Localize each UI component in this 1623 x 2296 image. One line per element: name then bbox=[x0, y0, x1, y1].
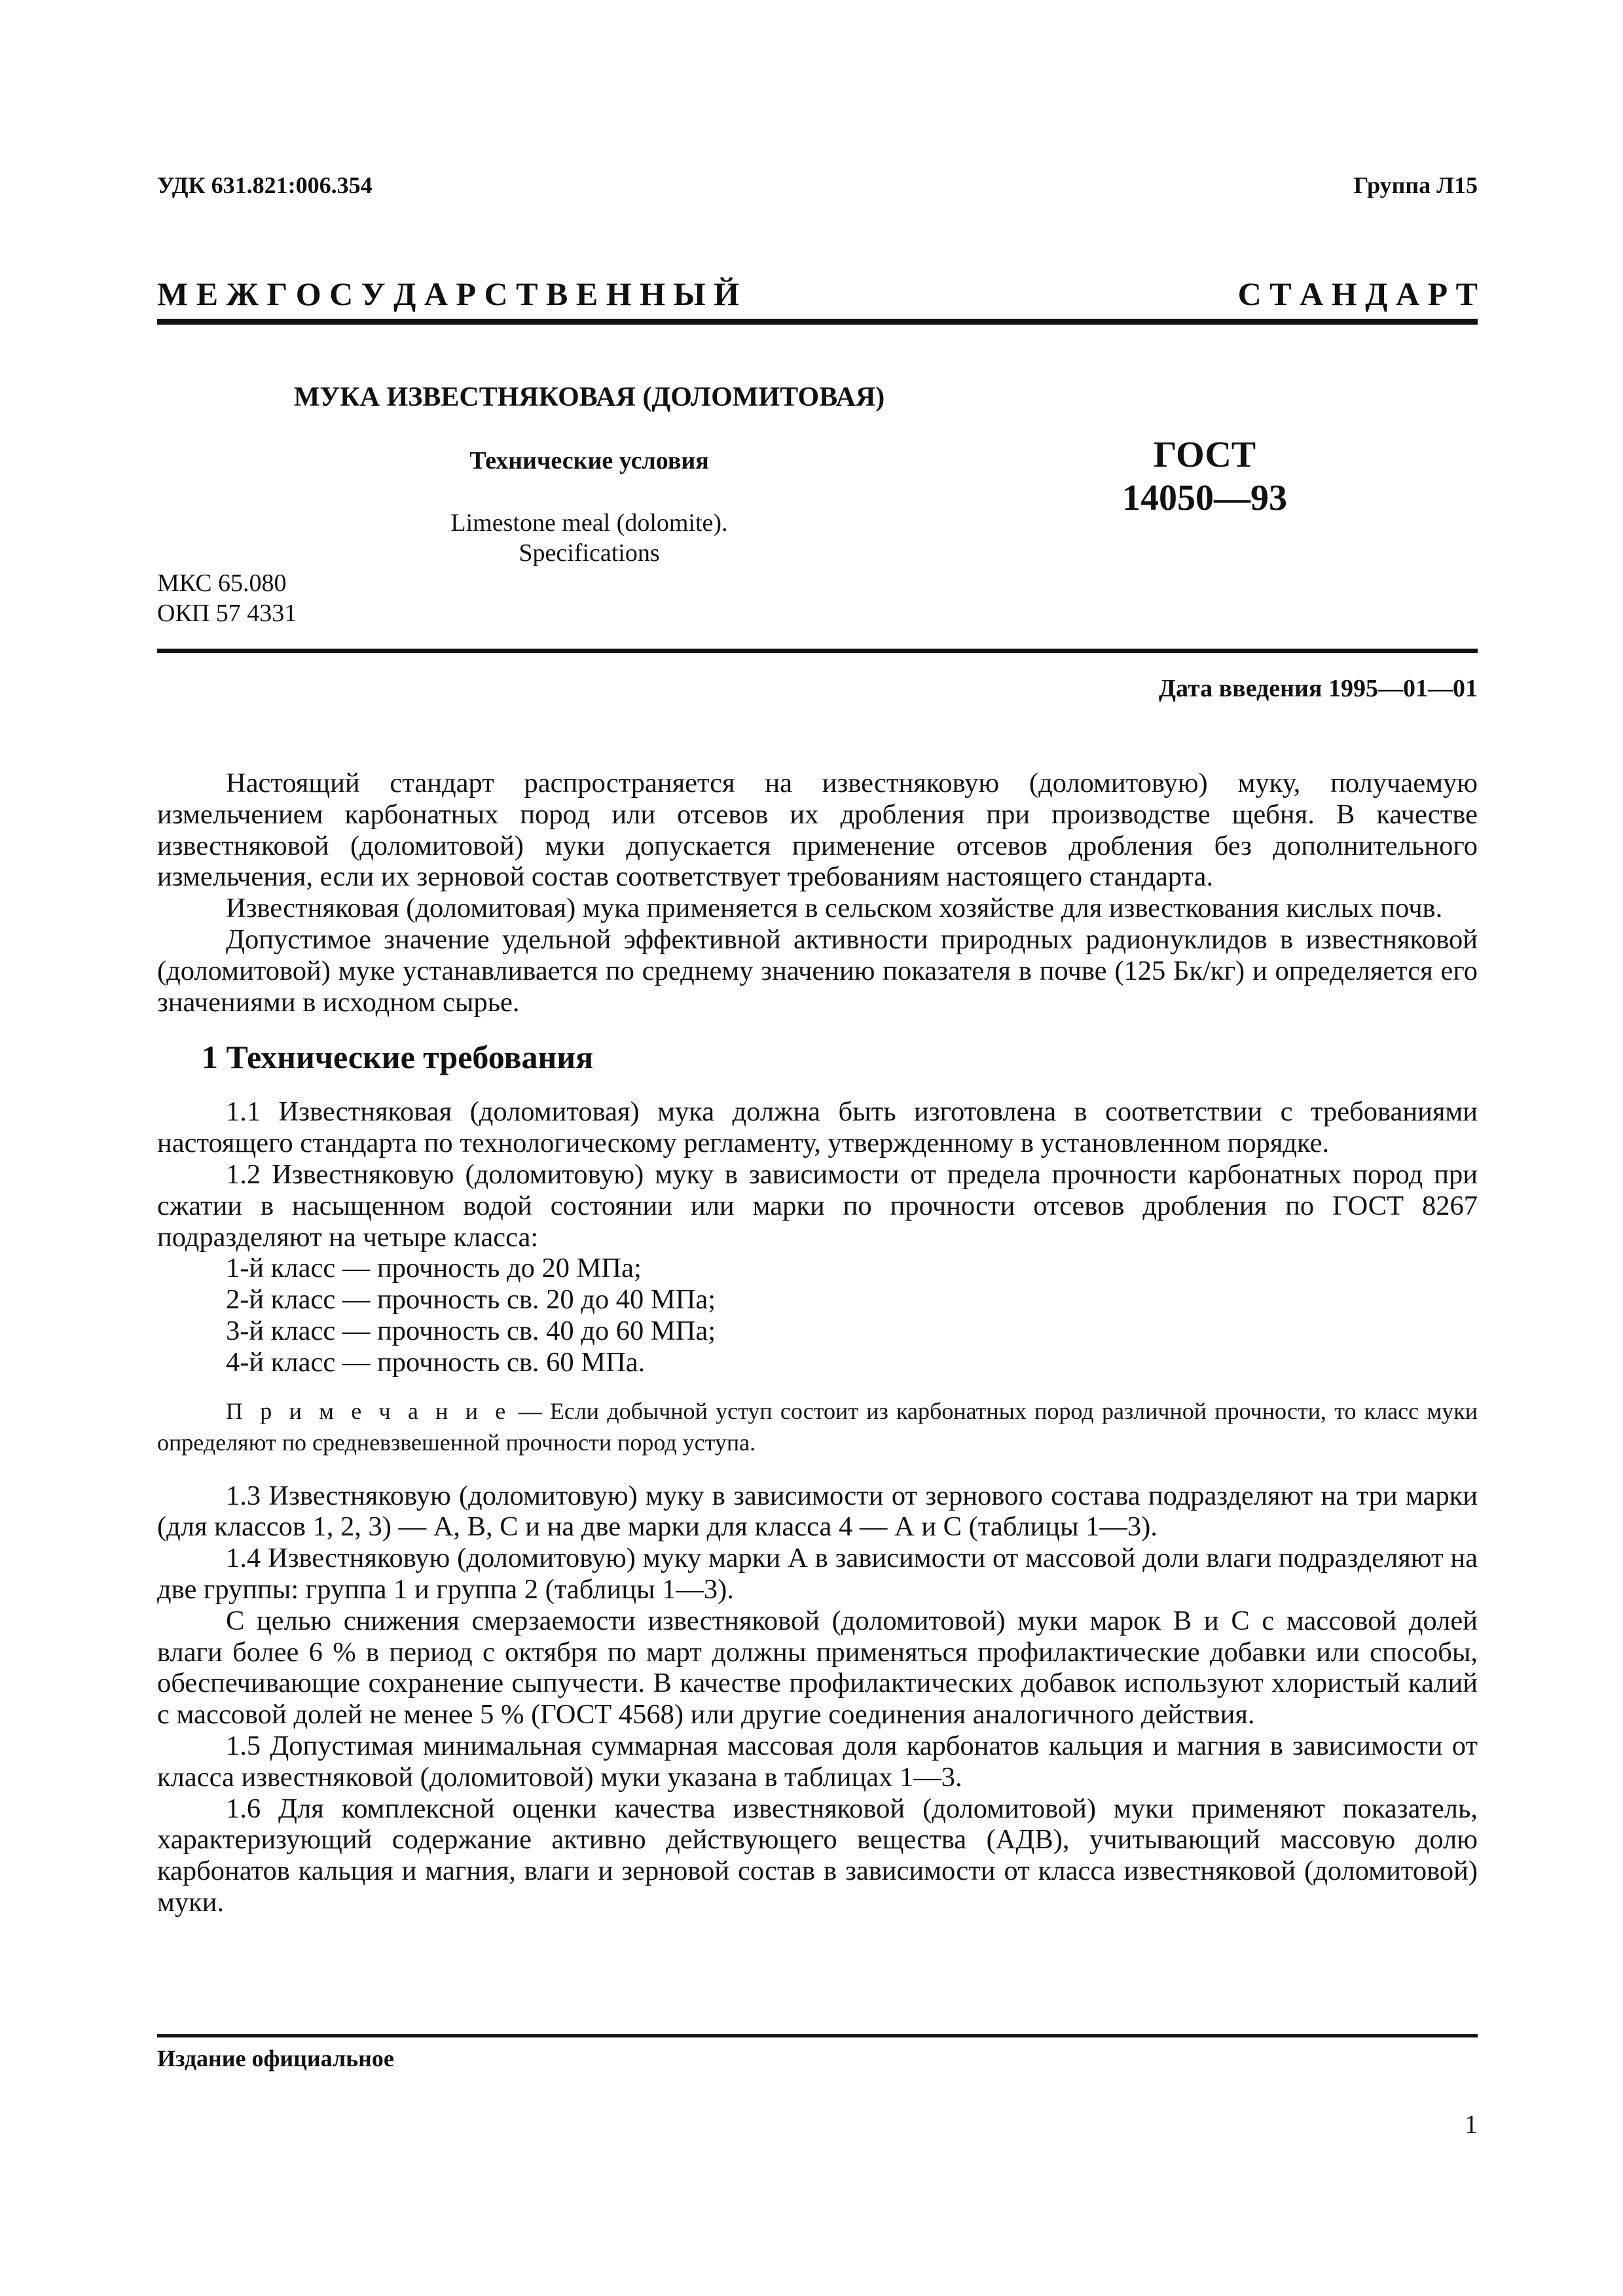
note-block bbox=[157, 1395, 1478, 1458]
clause-1-4-continuation: С целью снижения смерзаемости известняковой (доломитовой) муки марок В и С с массовой долей влаги более 6 % в период с октября по март должны применяться профилактические добавки или способы, обеспечивающие сохранение сыпучести. В качестве профилактических добавок используют хлористый калий с массовой долей не менее 5 % (ГОСТ 4568) или другие соединения аналогичного действия. bbox=[157, 1605, 1478, 1731]
official-edition-label: Издание официальное bbox=[157, 2045, 394, 2072]
title-block-rule bbox=[157, 649, 1478, 653]
header-rule bbox=[157, 319, 1478, 325]
note-text: — Если добычной уступ состоит из карбонатных пород различной прочности, то класс муки определяют по средневзвешенной прочности пород уступа. bbox=[157, 1397, 1478, 1456]
english-title-line1: Limestone meal (dolomite). bbox=[450, 509, 728, 537]
english-title bbox=[157, 508, 1021, 568]
document-title: МУКА ИЗВЕСТНЯКОВАЯ (ДОЛОМИТОВАЯ) bbox=[293, 382, 885, 412]
class-list-item: 4-й класс — прочность св. 60 МПа. bbox=[226, 1346, 646, 1378]
classification-codes bbox=[157, 568, 297, 628]
document-subtitle: Технические условия bbox=[469, 447, 709, 475]
gost-code: 14050—93 bbox=[1122, 478, 1287, 518]
footer-rule bbox=[157, 2034, 1478, 2037]
class-list-item: 3-й класс — прочность св. 40 до 60 МПа; bbox=[226, 1315, 716, 1346]
clause-1-2: 1.2 Известняковую (доломитовую) муку в зависимости от предела прочности карбонатных пород при сжатии в насыщенном водой состоянии или марки по прочности отсевов дробления по ГОСТ 8267 подразделяют на четыре класса: bbox=[157, 1158, 1478, 1253]
intro-paragraph-3: Допустимое значение удельной эффективной активности природных радионуклидов в известняковой (доломитовой) муке устанавливается по среднему значению показателя в почве (125 Бк/кг) и определяется его значениями в исходном сырье. bbox=[157, 924, 1478, 1018]
document-body bbox=[157, 768, 1478, 1918]
intro-paragraph-2: Известняковая (доломитовая) мука применяется в сельском хозяйстве для известкования кислых почв. bbox=[226, 893, 1443, 924]
okp-code: ОКП 57 4331 bbox=[157, 600, 297, 627]
clause-1-4: 1.4 Известняковую (доломитовую) муку марки А в зависимости от массовой доли влаги подразделяют на две группы: группа 1 и группа 2 (таблицы 1—3). bbox=[157, 1543, 1478, 1605]
introduction-date: Дата введения 1995—01—01 bbox=[1158, 675, 1478, 702]
banner-word-standard: С Т А Н Д А Р Т bbox=[1237, 276, 1478, 312]
clause-1-3: 1.3 Известняковую (доломитовую) муку в зависимости от зернового состава подразделяют на три марки (для классов 1, 2, 3) — А, В, С и на две марки для класса 4 — А и С (таблицы 1—3). bbox=[157, 1480, 1478, 1543]
intro-paragraph-1: Настоящий стандарт распространяется на известняковую (доломитовую) муку, получаемую измельчением карбонатных пород или отсевов их дробления при производстве щебня. В качестве известняковой (доломитовой) муки допускается применение отсевов дробления без дополнительного измельчения, если их зерновой состав соответствует требованиям настоящего стандарта. bbox=[157, 768, 1478, 893]
mks-code: МКС 65.080 bbox=[157, 569, 287, 597]
udk-code: УДК 631.821:006.354 bbox=[157, 172, 373, 198]
clause-1-6: 1.6 Для комплексной оценки качества известняковой (доломитовой) муки применяют показатель, характеризующий содержание активно действующего вещества (АДВ), учитывающий массовую долю карбонатов кальция и магния, влаги и зерновой состав в зависимости от класса известняковой (доломитовой) муки. bbox=[157, 1793, 1478, 1918]
class-list-item: 1-й класс — прочность до 20 МПа; bbox=[226, 1253, 642, 1284]
interstate-standard-banner bbox=[157, 275, 1478, 313]
page-number: 1 bbox=[1465, 2109, 1478, 2139]
english-title-line2: Specifications bbox=[519, 539, 660, 567]
class-list-item: 2-й класс — прочность св. 20 до 40 МПа; bbox=[226, 1284, 716, 1316]
clause-1-1: 1.1 Известняковая (доломитовая) мука должна быть изготовлена в соответствии с требованиями настоящего стандарта по технологическому регламенту, утвержденному в установленном порядке. bbox=[157, 1096, 1478, 1159]
gost-number bbox=[1034, 433, 1375, 520]
note-label: П р и м е ч а н и е bbox=[226, 1397, 511, 1424]
clause-1-5: 1.5 Допустимая минимальная суммарная массовая доля карбонатов кальция и магния в зависимости от класса известняковой (доломитовой) муки указана в таблицах 1—3. bbox=[157, 1730, 1478, 1793]
gost-label: ГОСТ bbox=[1153, 435, 1256, 475]
banner-word-interstate: М Е Ж Г О С У Д А Р С Т В Е Н Н Ы Й bbox=[157, 276, 739, 312]
group-code: Группа Л15 bbox=[1353, 172, 1478, 198]
section-heading: 1 Технические требования bbox=[202, 1039, 594, 1076]
